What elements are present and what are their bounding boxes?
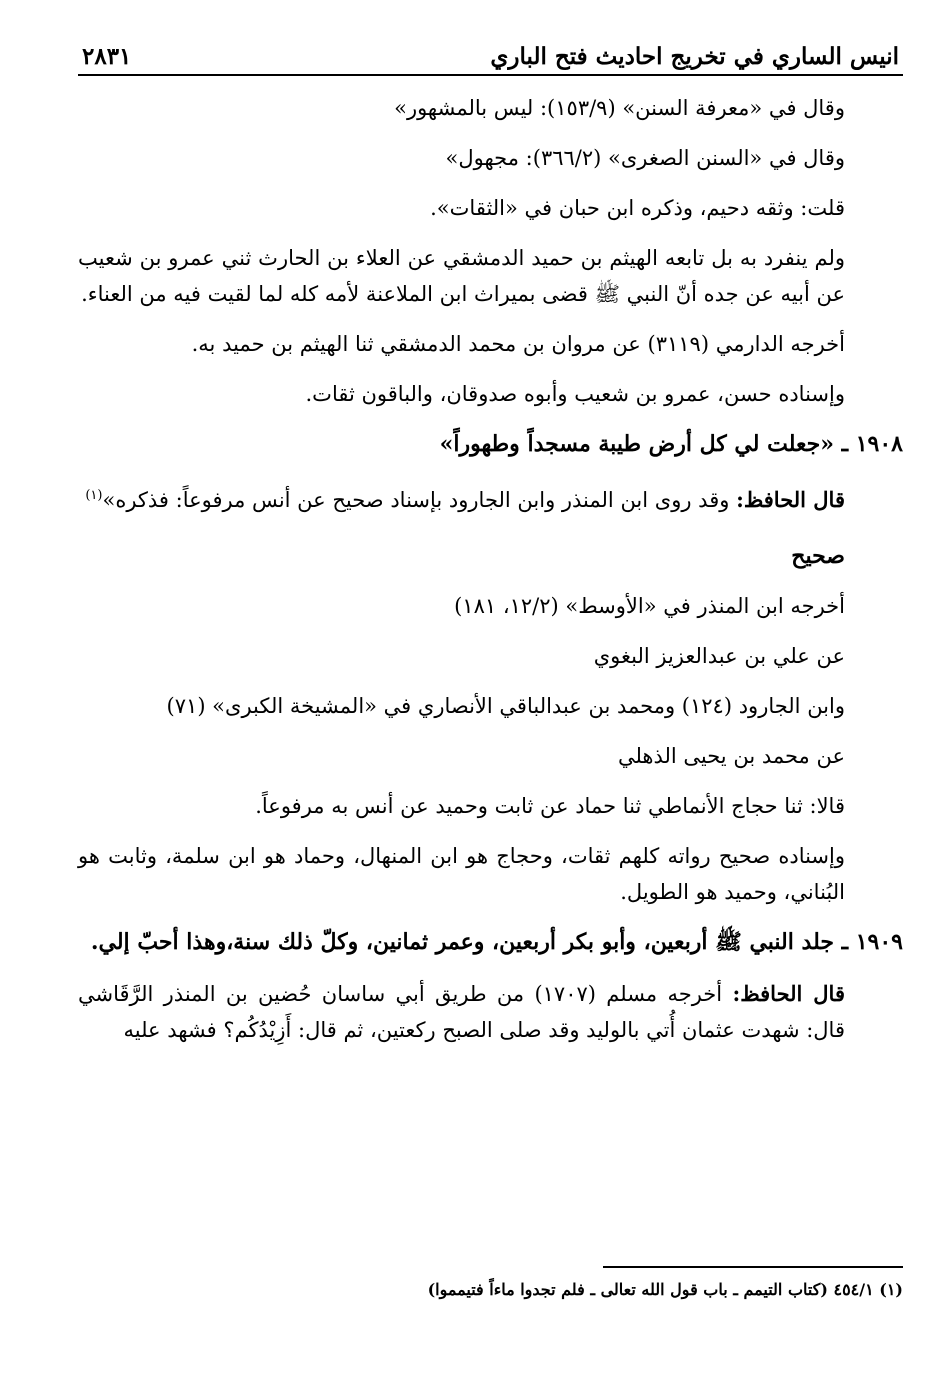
- paragraph: ولم ينفرد به بل تابعه الهيثم بن حميد الدمشقي عن العلاء بن الحارث ثني عمرو بن شعيب عن أبيه عن جده أنّ النبي ﷺ قضى بميراث ابن الملاعنة لأمه كله لما لقيت فيه من العناء.: [78, 246, 845, 306]
- paragraph: أخرجه الدارمي (٣١١٩) عن مروان بن محمد الدمشقي ثنا الهيثم بن حميد به.: [191, 332, 845, 356]
- paragraph: عن علي بن عبدالعزيز البغوي: [593, 644, 845, 668]
- paragraph-text: وقد روى ابن المنذر وابن الجارود بإسناد صحيح عن أنس مرفوعاً: فذكره»: [102, 488, 730, 512]
- hafiz-label: قال الحافظ:: [736, 487, 845, 512]
- footnote-rule: [603, 1266, 903, 1268]
- paragraph-text: أخرجه مسلم (١٧٠٧) من طريق أبي ساسان حُضين بن المنذر الرَّقَاشي قال: شهدت عثمان أُتي بالوليد وقد صلى الصبح ركعتين، ثم قال: أَزِيْدُكُم؟ فشهد عليه: [78, 982, 845, 1042]
- hadith-heading-1908: ١٩٠٨ ـ «جعلت لي كل أرض طيبة مسجداً وطهوراً»: [439, 431, 903, 457]
- footnote-ref: (١): [85, 488, 103, 503]
- paragraph: وقال في «السنن الصغرى» (٣٦٦/٢): مجهول»: [445, 146, 845, 170]
- paragraph: قالا: ثنا حجاج الأنماطي ثنا حماد عن ثابت وحميد عن أنس به مرفوعاً.: [255, 794, 845, 818]
- hadith-heading-1909: ١٩٠٩ ـ جلد النبي ﷺ أربعين، وأبو بكر أربعين، وعمر ثمانين، وكلّ ذلك سنة،وهذا أحبّ إلي.: [90, 929, 903, 955]
- paragraph: عن محمد بن يحيى الذهلي: [617, 744, 845, 768]
- paragraph: وإسناده صحيح رواته كلهم ثقات، وحجاج هو ابن المنهال، وحماد هو ابن سلمة، وثابت هو البُناني، وحميد هو الطويل.: [78, 844, 845, 904]
- body-text: [78, 90, 903, 1048]
- footnote: (١) ٤٥٤/١ (كتاب التيمم ـ باب قول الله تعالى ـ فلم تجدوا ماءاً فتيمموا): [427, 1280, 903, 1299]
- header-title: انيس الساري في تخريج احاديث فتح الباري: [490, 43, 899, 70]
- paragraph: [78, 478, 903, 518]
- paragraph: وإسناده حسن، عمرو بن شعيب وأبوه صدوقان، والباقون ثقات.: [305, 382, 845, 406]
- section-subheading: صحيح: [791, 543, 845, 569]
- header-rule: [78, 74, 903, 76]
- page: [78, 30, 903, 1062]
- paragraph: وابن الجارود (١٢٤) ومحمد بن عبدالباقي الأنصاري في «المشيخة الكبرى» (٧١): [166, 694, 845, 718]
- paragraph: وقال في «معرفة السنن» (١٥٣/٩): ليس بالمشهور»: [394, 96, 845, 120]
- page-number: ٢٨٣١: [82, 43, 132, 70]
- running-header: [78, 30, 903, 70]
- hafiz-label: قال الحافظ:: [732, 981, 845, 1006]
- paragraph: أخرجه ابن المنذر في «الأوسط» (١٢/٢، ١٨١): [454, 594, 845, 618]
- paragraph: [78, 976, 903, 1048]
- paragraph: قلت: وثقه دحيم، وذكره ابن حبان في «الثقات».: [430, 196, 845, 220]
